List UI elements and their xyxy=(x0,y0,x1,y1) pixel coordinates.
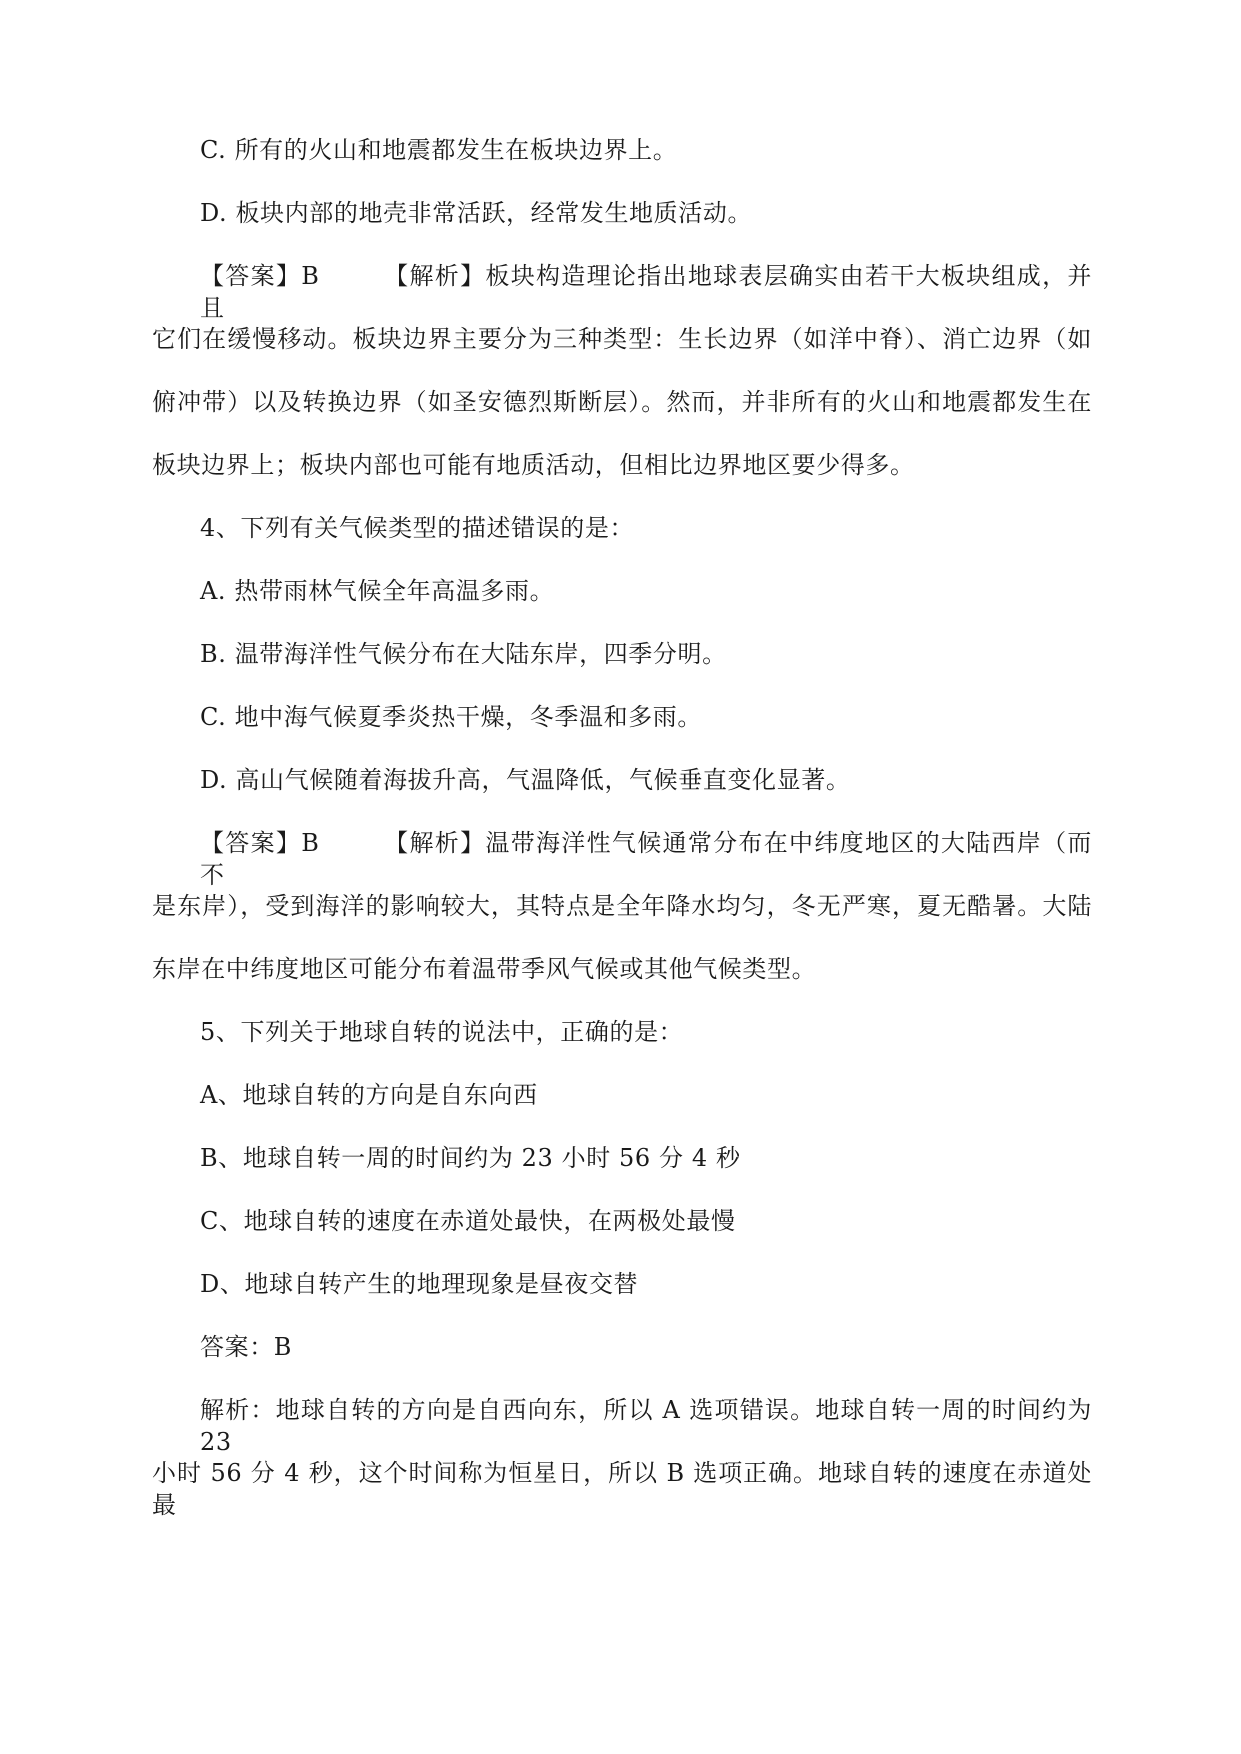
q4-option-a: A. 热带雨林气候全年高温多雨。 xyxy=(200,577,555,605)
q3-option-d: D. 板块内部的地壳非常活跃，经常发生地质活动。 xyxy=(200,199,753,227)
q3-option-c: C. 所有的火山和地震都发生在板块边界上。 xyxy=(200,136,678,164)
q3-answer-label: 【答案】B xyxy=(200,262,320,290)
q3-analysis-line-3: 俯冲带）以及转换边界（如圣安德烈斯断层）。然而，并非所有的火山和地震都发生在 xyxy=(152,388,1092,416)
q4-analysis-line-3: 东岸在中纬度地区可能分布着温带季风气候或其他气候类型。 xyxy=(152,955,817,983)
q3-analysis-line-4: 板块边界上；板块内部也可能有地质活动，但相比边界地区要少得多。 xyxy=(152,451,915,479)
q5-option-a: A、地球自转的方向是自东向西 xyxy=(200,1081,538,1109)
q5-option-d: D、地球自转产生的地理现象是昼夜交替 xyxy=(200,1270,639,1298)
q5-answer: 答案：B xyxy=(200,1333,293,1361)
q5-option-c: C、地球自转的速度在赤道处最快，在两极处最慢 xyxy=(200,1207,736,1235)
q4-question: 4、下列有关气候类型的描述错误的是： xyxy=(200,514,635,542)
q4-answer-label: 【答案】B xyxy=(200,829,320,857)
q3-answer-analysis-line-1 xyxy=(200,260,1092,324)
q5-analysis-line-2: 小时 56 分 4 秒，这个时间称为恒星日，所以 B 选项正确。地球自转的速度在赤道处最 xyxy=(152,1459,1092,1519)
q4-analysis-line-2: 是东岸），受到海洋的影响较大，其特点是全年降水均匀，冬无严寒，夏无酷暑。大陆 xyxy=(152,892,1092,920)
q3-analysis-line-1: 【解析】板块构造理论指出地球表层确实由若干大板块组成，并且 xyxy=(200,262,1092,322)
q4-option-c: C. 地中海气候夏季炎热干燥，冬季温和多雨。 xyxy=(200,703,702,731)
q4-option-d: D. 高山气候随着海拔升高，气温降低，气候垂直变化显著。 xyxy=(200,766,851,794)
q5-question: 5、下列关于地球自转的说法中，正确的是： xyxy=(200,1018,684,1046)
q4-analysis-line-1: 【解析】温带海洋性气候通常分布在中纬度地区的大陆西岸（而不 xyxy=(200,829,1092,889)
q4-answer-analysis-line-1 xyxy=(200,827,1092,891)
q3-analysis-line-2: 它们在缓慢移动。板块边界主要分为三种类型：生长边界（如洋中脊）、消亡边界（如 xyxy=(152,325,1092,353)
q4-option-b: B. 温带海洋性气候分布在大陆东岸，四季分明。 xyxy=(200,640,727,668)
q5-option-b: B、地球自转一周的时间约为 23 小时 56 分 4 秒 xyxy=(200,1144,741,1172)
q5-analysis-line-1: 解析：地球自转的方向是自西向东，所以 A 选项错误。地球自转一周的时间约为 23 xyxy=(200,1396,1092,1456)
